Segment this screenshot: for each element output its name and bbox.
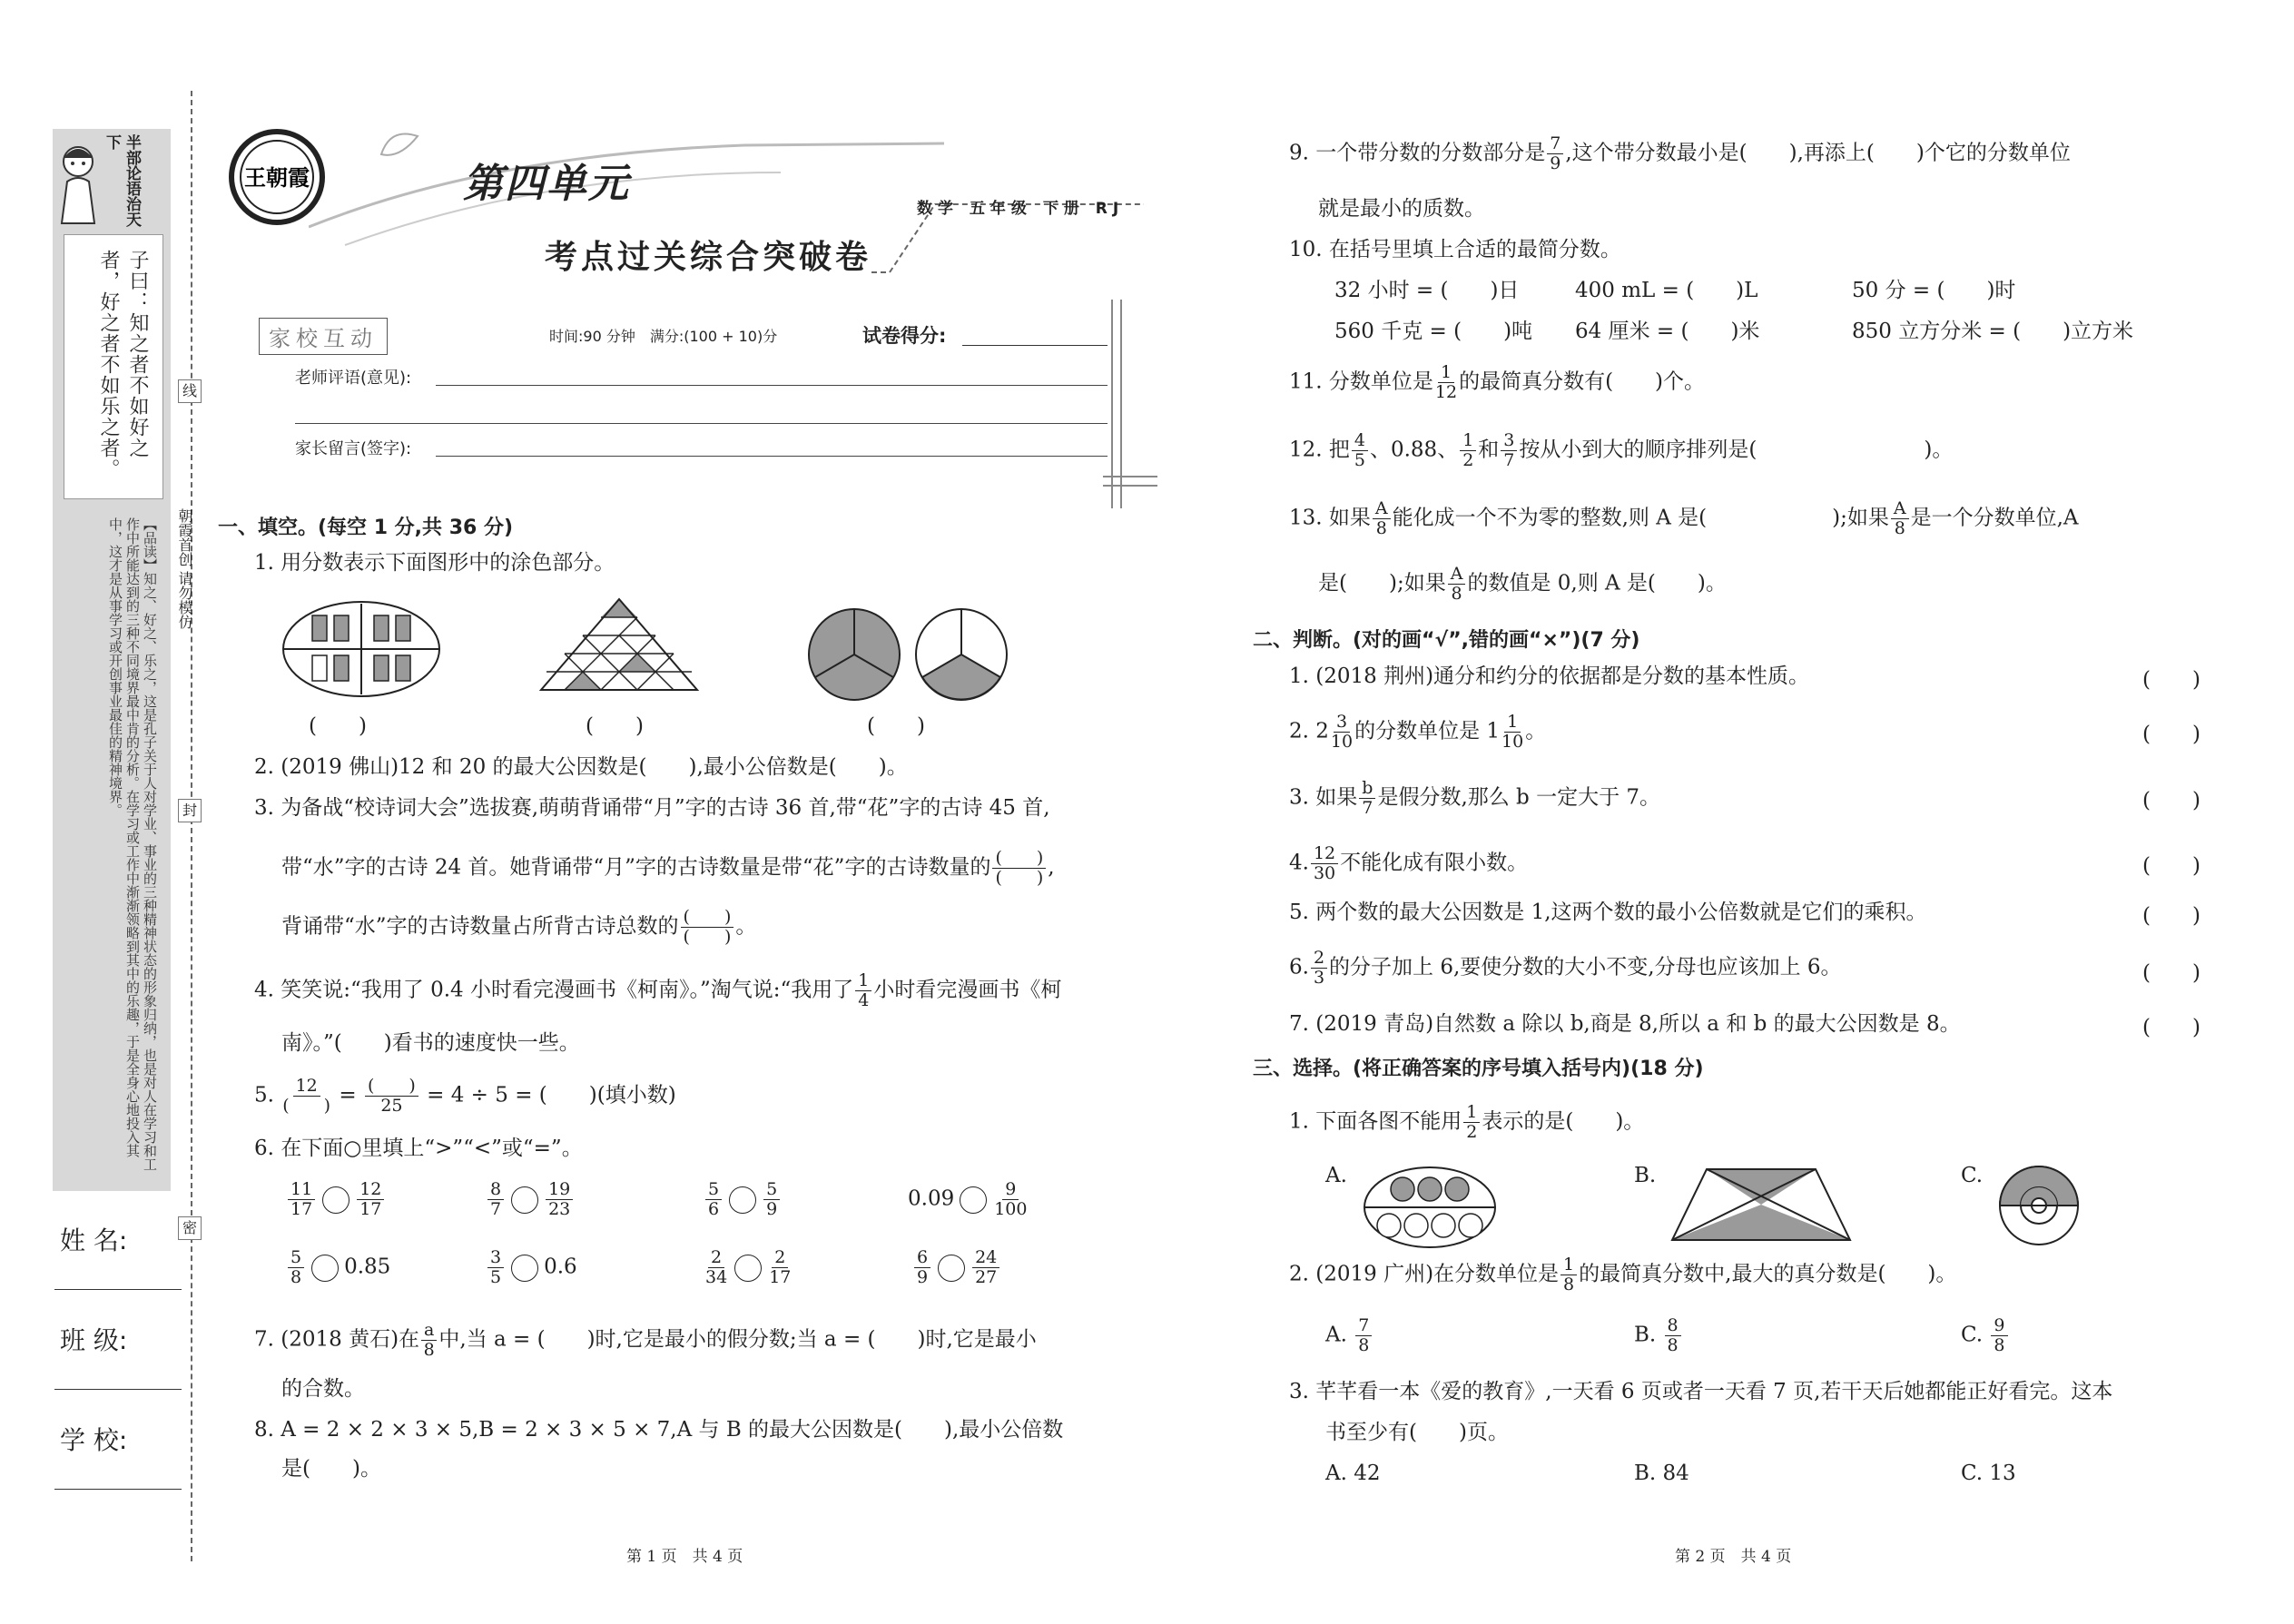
q7-line-2: 的合数。 bbox=[281, 1377, 365, 1401]
q6-7-right-den: 17 bbox=[769, 1267, 792, 1287]
q8-line-2: 是( )。 bbox=[281, 1457, 381, 1481]
q4-fraction bbox=[855, 971, 871, 1010]
q9-line-1 bbox=[1289, 134, 2071, 173]
q6-5-left-num: 5 bbox=[288, 1248, 304, 1268]
name-field[interactable] bbox=[54, 1289, 182, 1290]
j2-fraction-1 bbox=[1331, 713, 1353, 752]
q6: 6. 在下面○里填上“>”“<”或“=”。 bbox=[254, 1137, 583, 1160]
teacher-comment-field-2[interactable] bbox=[295, 423, 1108, 424]
c2-opt-b-den: 8 bbox=[1667, 1335, 1679, 1355]
choice-3-option-c[interactable]: C. 13 bbox=[1961, 1462, 2016, 1485]
q11-b: 的最简真分数有( )个。 bbox=[1459, 369, 1706, 394]
q6-4-right-den: 100 bbox=[994, 1199, 1028, 1219]
c2-fraction-den: 8 bbox=[1563, 1275, 1575, 1294]
j3-fraction-den: 7 bbox=[1362, 798, 1373, 818]
q13-fraction-2-num: A bbox=[1891, 499, 1909, 519]
q9-fraction bbox=[1547, 134, 1563, 173]
q1-blank-3[interactable]: ( ) bbox=[867, 714, 925, 738]
q1-figure-cylinders-icon bbox=[280, 599, 443, 699]
q1-figure-circle-2-icon bbox=[913, 606, 1009, 703]
q6-compare-3 bbox=[704, 1180, 782, 1219]
c2-opt-b-label[interactable]: B. bbox=[1634, 1323, 1657, 1347]
q6-4-right-num: 9 bbox=[1002, 1180, 1019, 1200]
cut-line bbox=[191, 91, 192, 1561]
c2-b: 的最简真分数中,最大的真分数是( )。 bbox=[1579, 1262, 1957, 1286]
j6-a: 6. bbox=[1289, 955, 1309, 979]
c2-opt-a-den: 8 bbox=[1358, 1335, 1370, 1355]
cut-note: 朝霞首创 请勿模仿 bbox=[176, 508, 193, 630]
choice-1-option-a[interactable]: A. bbox=[1325, 1164, 1347, 1187]
choice-3-line-1: 3. 芊芊看一本《爱的教育》,一天看 6 页或者一天看 7 页,若干天后她都能正好看完。这本 bbox=[1289, 1380, 2113, 1403]
choice-3-option-b[interactable]: B. 84 bbox=[1634, 1462, 1689, 1485]
q12-fraction-3-den: 7 bbox=[1503, 450, 1515, 470]
q7-line-1a: 7. (2018 黄石)在 bbox=[254, 1327, 420, 1352]
judge-5: 5. 两个数的最大公因数是 1,这两个数的最小公倍数就是它们的乘积。 bbox=[1289, 901, 1927, 924]
q6-7-circle[interactable] bbox=[734, 1255, 762, 1282]
judge-2-blank[interactable]: ( ) bbox=[2142, 723, 2200, 746]
school-label: 学 校: bbox=[60, 1425, 128, 1455]
judge-2 bbox=[1289, 713, 1546, 752]
q13-d: 是( );如果 bbox=[1318, 571, 1446, 595]
q6-8-right-den: 27 bbox=[975, 1267, 998, 1287]
reading-box bbox=[64, 517, 162, 1171]
q6-3-left-num: 5 bbox=[705, 1180, 722, 1200]
q10: 10. 在括号里填上合适的最简分数。 bbox=[1289, 238, 1621, 261]
exam-time bbox=[549, 325, 777, 346]
school-field[interactable] bbox=[54, 1489, 182, 1490]
q4-line-1a: 4. 笑笑说:“我用了 0.4 小时看完漫画书《柯南》。”淘气说:“我用了 bbox=[254, 978, 854, 1002]
q6-compare-2 bbox=[486, 1180, 575, 1219]
q12-fraction-1-num: 4 bbox=[1352, 431, 1368, 451]
q8-line-1: 8. A = 2 × 2 × 3 × 5,B = 2 × 3 × 5 × 7,A 与 B 的最大公因数是( ),最小公倍数 bbox=[254, 1418, 1064, 1442]
q7-fraction bbox=[421, 1321, 437, 1360]
cut-mark-3: 密 bbox=[178, 1216, 202, 1240]
q6-8-left-den: 9 bbox=[917, 1267, 929, 1287]
parent-comment-label: 家长留言(签字): bbox=[295, 439, 412, 458]
q13-fraction-2-den: 8 bbox=[1894, 518, 1905, 538]
j2-a: 2. 2 bbox=[1289, 719, 1329, 743]
decorative-lines-icon bbox=[1103, 300, 1157, 508]
j3-fraction-num: b bbox=[1359, 779, 1375, 799]
judge-3-blank[interactable]: ( ) bbox=[2142, 789, 2200, 812]
q6-8-left-num: 6 bbox=[914, 1248, 930, 1268]
q10-item-1: 32 小时 = ( )日 bbox=[1334, 279, 1520, 302]
q1-blank-2[interactable]: ( ) bbox=[586, 714, 644, 738]
q3-fraction-2-den[interactable]: ( ) bbox=[683, 927, 732, 947]
q6-1-left-den: 17 bbox=[290, 1199, 313, 1219]
j4-fraction bbox=[1311, 844, 1338, 883]
j6-fraction bbox=[1311, 949, 1327, 988]
q6-2-right-den: 23 bbox=[548, 1199, 571, 1219]
unit-title: 第四单元 bbox=[463, 161, 630, 207]
judge-6 bbox=[1289, 949, 1842, 988]
q13-fraction-3-num: A bbox=[1448, 565, 1466, 585]
q3-fraction-2[interactable] bbox=[681, 908, 734, 947]
q2: 2. (2019 佛山)12 和 20 的最大公因数是( ),最小公倍数是( )。 bbox=[254, 755, 908, 779]
c2-opt-b-fraction bbox=[1665, 1316, 1681, 1355]
q12-d: 按从小到大的顺序排列是( )。 bbox=[1519, 438, 1954, 462]
q6-2-right-num: 19 bbox=[546, 1180, 573, 1200]
score-field[interactable] bbox=[962, 345, 1108, 346]
page-number-2: 第 2 页 共 4 页 bbox=[1675, 1548, 1792, 1566]
q6-compare-1 bbox=[286, 1180, 386, 1219]
q3-fraction-1-num[interactable]: ( ) bbox=[992, 849, 1046, 869]
c2-opt-c-num: 9 bbox=[1991, 1316, 2007, 1336]
q6-4-left: 0.09 bbox=[908, 1186, 955, 1211]
q10-item-2: 400 mL = ( )L bbox=[1575, 279, 1758, 302]
c2-fraction bbox=[1561, 1255, 1577, 1294]
q9-b: ,这个带分数最小是( ),再添上( )个它的分数单位 bbox=[1565, 141, 2071, 165]
c1-fraction-num: 1 bbox=[1463, 1103, 1480, 1123]
q6-3-right-den: 9 bbox=[766, 1199, 778, 1219]
q6-6-circle[interactable] bbox=[511, 1255, 538, 1282]
q3-fraction-1-den[interactable]: ( ) bbox=[995, 868, 1044, 888]
q12-fraction-3 bbox=[1501, 431, 1517, 470]
choice-3-line-2: 书至少有( )页。 bbox=[1325, 1421, 1509, 1444]
c1-fraction bbox=[1463, 1103, 1480, 1142]
q4-fraction-num: 1 bbox=[855, 971, 871, 991]
choice-1-option-c[interactable]: C. bbox=[1961, 1164, 1984, 1187]
q6-4-circle[interactable] bbox=[960, 1186, 987, 1214]
q6-2-circle[interactable] bbox=[511, 1186, 538, 1214]
q4-fraction-den: 4 bbox=[858, 990, 870, 1010]
c2-opt-c-label[interactable]: C. bbox=[1961, 1323, 1984, 1347]
c2-opt-a-label[interactable]: A. bbox=[1325, 1323, 1347, 1347]
j3-fraction bbox=[1359, 779, 1375, 818]
q11-fraction-den: 12 bbox=[1434, 382, 1458, 402]
q6-1-circle[interactable] bbox=[322, 1186, 350, 1214]
q13-fraction-1 bbox=[1373, 499, 1391, 538]
choice-1-figure-b-icon bbox=[1670, 1167, 1852, 1242]
q5-fraction-2[interactable] bbox=[365, 1077, 418, 1116]
choice-1-figure-c-icon bbox=[1997, 1164, 2081, 1247]
sub-title: 考点过关综合突破卷 bbox=[545, 239, 872, 276]
page-number-1: 第 1 页 共 4 页 bbox=[626, 1548, 743, 1566]
choice-1 bbox=[1289, 1103, 1644, 1142]
q1-figure-circle-1-icon bbox=[806, 606, 902, 703]
score-label: 试卷得分: bbox=[862, 325, 947, 347]
q1: 1. 用分数表示下面图形中的涂色部分。 bbox=[254, 551, 615, 575]
q11-fraction-num: 1 bbox=[1438, 363, 1454, 383]
q9-fraction-den: 9 bbox=[1550, 153, 1561, 173]
q6-2-left-num: 8 bbox=[487, 1180, 504, 1200]
quote-box bbox=[64, 234, 163, 499]
q9-line-2: 就是最小的质数。 bbox=[1318, 197, 1485, 221]
q6-6-left-num: 3 bbox=[487, 1248, 504, 1268]
q13-fraction-1-num: A bbox=[1373, 499, 1391, 519]
c2-opt-c-den: 8 bbox=[1994, 1335, 2005, 1355]
q4-line-1 bbox=[254, 971, 1061, 1010]
full-score-label: 满分:(100 + 10)分 bbox=[649, 328, 778, 345]
q6-3-left-den: 6 bbox=[708, 1199, 720, 1219]
q6-6-left-den: 5 bbox=[490, 1267, 502, 1287]
j6-b: 的分子加上 6,要使分数的大小不变,分母也应该加上 6。 bbox=[1329, 955, 1842, 979]
q12-fraction-3-num: 3 bbox=[1501, 431, 1517, 451]
confucius-quote: 子曰：知之者不如好之者，好之者不如乐之者。 bbox=[97, 250, 149, 479]
q9-a: 9. 一个带分数的分数部分是 bbox=[1289, 141, 1546, 165]
q5-fraction-1-den[interactable]: ( ) bbox=[282, 1096, 331, 1116]
q5: 5. 12 ( ) = ( ) 25 = 4 ÷ 5 = ( )(填小数) bbox=[254, 1076, 676, 1116]
q6-2-left-den: 7 bbox=[490, 1199, 502, 1219]
q6-6-right: 0.6 bbox=[544, 1255, 577, 1279]
j2-c: 。 bbox=[1525, 719, 1547, 743]
section-1-title: 一、填空。(每空 1 分,共 36 分) bbox=[218, 517, 514, 539]
sidebar-motto: 半部论语治天下 bbox=[103, 134, 141, 227]
q13-line-1 bbox=[1289, 499, 2079, 538]
q5-fraction-1[interactable] bbox=[282, 1077, 330, 1116]
q12 bbox=[1289, 431, 1953, 470]
j2-fraction-2-den: 10 bbox=[1501, 732, 1524, 752]
q6-compare-8 bbox=[912, 1248, 1001, 1287]
c1-b: 表示的是( )。 bbox=[1482, 1109, 1645, 1134]
q13-b: 能化成一个不为零的整数,则 A 是( );如果 bbox=[1392, 506, 1889, 530]
judge-4-blank[interactable]: ( ) bbox=[2142, 854, 2200, 878]
q3-line-3-text: 背诵带“水”字的古诗数量占所背古诗总数的 bbox=[281, 914, 679, 939]
j2-fraction-2 bbox=[1501, 713, 1523, 752]
q6-compare-4 bbox=[908, 1180, 1029, 1219]
logo-text: 王朝霞 bbox=[244, 165, 310, 191]
c2-opt-b-num: 8 bbox=[1665, 1316, 1681, 1336]
cut-mark-2: 封 bbox=[178, 799, 202, 822]
q6-8-circle[interactable] bbox=[938, 1255, 965, 1282]
teacher-comment-label: 老师评语(意见): bbox=[295, 369, 412, 388]
q6-5-circle[interactable] bbox=[311, 1255, 339, 1282]
q6-7-left-num: 2 bbox=[708, 1248, 724, 1268]
q6-7-right-num: 2 bbox=[772, 1248, 788, 1268]
section-2-title: 二、判断。(对的画“√”,错的画“×”)(7 分) bbox=[1253, 629, 1640, 652]
q4-line-2: 南》。”( )看书的速度快一些。 bbox=[281, 1031, 580, 1055]
j4-fraction-den: 30 bbox=[1313, 863, 1336, 883]
q10-item-3: 50 分 = ( )时 bbox=[1852, 279, 2016, 302]
judge-5-blank[interactable]: ( ) bbox=[2142, 904, 2200, 928]
q12-fraction-2-num: 1 bbox=[1460, 431, 1476, 451]
q12-fraction-1 bbox=[1352, 431, 1368, 470]
q7-fraction-num: a bbox=[421, 1321, 437, 1341]
judge-4 bbox=[1289, 844, 1528, 883]
j3-b: 是假分数,那么 b 一定大于 7。 bbox=[1377, 785, 1661, 810]
choice-2-option-a[interactable] bbox=[1325, 1316, 1373, 1355]
c2-opt-a-num: 7 bbox=[1355, 1316, 1372, 1336]
q11-a: 11. 分数单位是 bbox=[1289, 369, 1433, 394]
choice-2-option-b[interactable] bbox=[1634, 1316, 1683, 1355]
q7-line-1b: 中,当 a = ( )时,它是最小的假分数;当 a = ( )时,它是最小 bbox=[438, 1327, 1037, 1352]
j6-fraction-den: 3 bbox=[1313, 968, 1325, 988]
parent-comment-field[interactable] bbox=[436, 456, 1108, 457]
c2-opt-c-fraction bbox=[1991, 1316, 2007, 1355]
j4-b: 不能化成有限小数。 bbox=[1340, 851, 1529, 875]
q6-3-right-num: 5 bbox=[763, 1180, 780, 1200]
q6-compare-6 bbox=[486, 1248, 577, 1287]
q6-3-circle[interactable] bbox=[729, 1186, 756, 1214]
c2-opt-a-fraction bbox=[1355, 1316, 1372, 1355]
j6-fraction-num: 2 bbox=[1311, 949, 1327, 969]
q11 bbox=[1289, 363, 1705, 402]
q3-fraction-1[interactable] bbox=[992, 849, 1046, 888]
q7-line-1 bbox=[254, 1321, 1037, 1360]
judge-1: 1. (2018 荆州)通分和约分的依据都是分数的基本性质。 bbox=[1289, 664, 1810, 688]
c1-a: 1. 下面各图不能用 bbox=[1289, 1109, 1462, 1134]
c1-fraction-den: 2 bbox=[1466, 1122, 1478, 1142]
family-school-label: 家校互动 bbox=[259, 318, 388, 355]
q6-1-right-num: 12 bbox=[357, 1180, 384, 1200]
grade-tag: 数学 五年级 下册 RJ bbox=[917, 200, 1125, 218]
j2-fraction-1-den: 10 bbox=[1330, 732, 1354, 752]
q5-fraction-2-num[interactable]: ( ) bbox=[365, 1077, 418, 1097]
c2-fraction-num: 1 bbox=[1561, 1255, 1577, 1275]
q12-b: 、0.88、 bbox=[1369, 438, 1459, 462]
q3-line-2: 带“水”字的古诗 24 首。她背诵带“月”字的古诗数量是带“花”字的古诗数量的 ( ) ( ) , bbox=[281, 848, 1055, 888]
q5-tail: = 4 ÷ 5 = ( )(填小数) bbox=[427, 1083, 676, 1107]
q3-line-2-text: 带“水”字的古诗 24 首。她背诵带“月”字的古诗数量是带“花”字的古诗数量的 bbox=[281, 855, 991, 880]
q3-line-3: 背诵带“水”字的古诗数量占所背古诗总数的 ( ) ( ) 。 bbox=[281, 907, 757, 947]
section-3-title: 三、选择。(将正确答案的序号填入括号内)(18 分) bbox=[1253, 1058, 1704, 1080]
q13-fraction-3-den: 8 bbox=[1451, 584, 1462, 604]
judge-6-blank[interactable]: ( ) bbox=[2142, 961, 2200, 985]
q12-fraction-2 bbox=[1460, 431, 1476, 470]
judge-7: 7. (2019 青岛)自然数 a 除以 b,商是 8,所以 a 和 b 的最大公因数是 8。 bbox=[1289, 1012, 1961, 1036]
q6-compare-5 bbox=[286, 1248, 390, 1287]
j2-b: 的分数单位是 1 bbox=[1354, 719, 1501, 743]
q13-fraction-3 bbox=[1448, 565, 1466, 604]
q1-figure-triangle-icon bbox=[537, 594, 701, 695]
judge-1-blank[interactable]: ( ) bbox=[2142, 668, 2200, 692]
time-label: 时间:90 分钟 bbox=[549, 328, 635, 345]
q13-fraction-1-den: 8 bbox=[1375, 518, 1387, 538]
class-label: 班 级: bbox=[60, 1325, 128, 1355]
q13-c: 是一个分数单位,A bbox=[1910, 506, 2079, 530]
q3-fraction-2-num[interactable]: ( ) bbox=[681, 908, 734, 928]
j2-fraction-1-num: 3 bbox=[1334, 713, 1350, 733]
q7-fraction-den: 8 bbox=[423, 1340, 435, 1360]
confucius-cartoon-icon bbox=[54, 136, 102, 227]
q13-line-2 bbox=[1318, 565, 1727, 604]
q6-5-left-den: 8 bbox=[290, 1267, 302, 1287]
q4-line-1b: 小时看完漫画书《柯 bbox=[873, 978, 1062, 1002]
j2-fraction-2-num: 1 bbox=[1504, 713, 1521, 733]
j3-a: 3. 如果 bbox=[1289, 785, 1358, 810]
q9-fraction-num: 7 bbox=[1547, 134, 1563, 154]
teacher-comment-field[interactable] bbox=[436, 385, 1108, 386]
choice-1-option-b[interactable]: B. bbox=[1634, 1164, 1657, 1187]
choice-2-option-c[interactable] bbox=[1961, 1316, 2010, 1355]
q13-e: 的数值是 0,则 A 是( )。 bbox=[1467, 571, 1727, 595]
q6-1-right-den: 17 bbox=[359, 1199, 382, 1219]
j4-fraction-num: 12 bbox=[1311, 844, 1338, 864]
q12-fraction-1-den: 5 bbox=[1354, 450, 1365, 470]
q10-item-5: 64 厘米 = ( )米 bbox=[1575, 320, 1760, 343]
q5-fraction-2-den: 25 bbox=[380, 1096, 403, 1116]
q6-1-left-num: 11 bbox=[288, 1180, 315, 1200]
q6-8-right-num: 24 bbox=[972, 1248, 999, 1268]
class-field[interactable] bbox=[54, 1389, 182, 1390]
q6-compare-7 bbox=[704, 1248, 793, 1287]
judge-3 bbox=[1289, 779, 1660, 818]
q10-item-4: 560 千克 = ( )吨 bbox=[1334, 320, 1533, 343]
q12-c: 和 bbox=[1478, 438, 1500, 462]
name-label: 姓 名: bbox=[60, 1225, 128, 1255]
q13-fraction-2 bbox=[1891, 499, 1909, 538]
judge-7-blank[interactable]: ( ) bbox=[2142, 1016, 2200, 1039]
q12-a: 12. 把 bbox=[1289, 438, 1350, 462]
cut-mark-1: 线 bbox=[178, 379, 202, 403]
choice-1-figure-a-icon bbox=[1362, 1164, 1498, 1251]
q6-7-left-den: 34 bbox=[705, 1267, 728, 1287]
choice-2 bbox=[1289, 1255, 1956, 1294]
q6-5-right: 0.85 bbox=[344, 1255, 391, 1279]
q3-line-1: 3. 为备战“校诗词大会”选拔赛,萌萌背诵带“月”字的古诗 36 首,带“花”字的古诗 45 首, bbox=[254, 796, 1050, 820]
q5-fraction-1-num: 12 bbox=[293, 1077, 320, 1097]
c2-a: 2. (2019 广州)在分数单位是 bbox=[1289, 1262, 1560, 1286]
choice-3-option-a[interactable]: A. 42 bbox=[1325, 1462, 1381, 1485]
q12-fraction-2-den: 2 bbox=[1462, 450, 1474, 470]
reading-text: 【品读】知之、好之、乐之，这是孔子关于人对学业、事业的三种精神状态的形象归纳，也是对人在学习和工作中所能达到的三种不同境界最中肯的分析。在学习或工作中渐渐领略到其中的乐趣，于是全身心地投入其中，这才是从事学习或开创事业最佳的精神境界。 bbox=[107, 517, 158, 1171]
q11-fraction bbox=[1435, 363, 1457, 402]
q10-item-6: 850 立方分米 = ( )立方米 bbox=[1852, 320, 2134, 343]
q1-blank-1[interactable]: ( ) bbox=[309, 714, 367, 738]
j4-a: 4. bbox=[1289, 851, 1309, 875]
q13-a: 13. 如果 bbox=[1289, 506, 1371, 530]
